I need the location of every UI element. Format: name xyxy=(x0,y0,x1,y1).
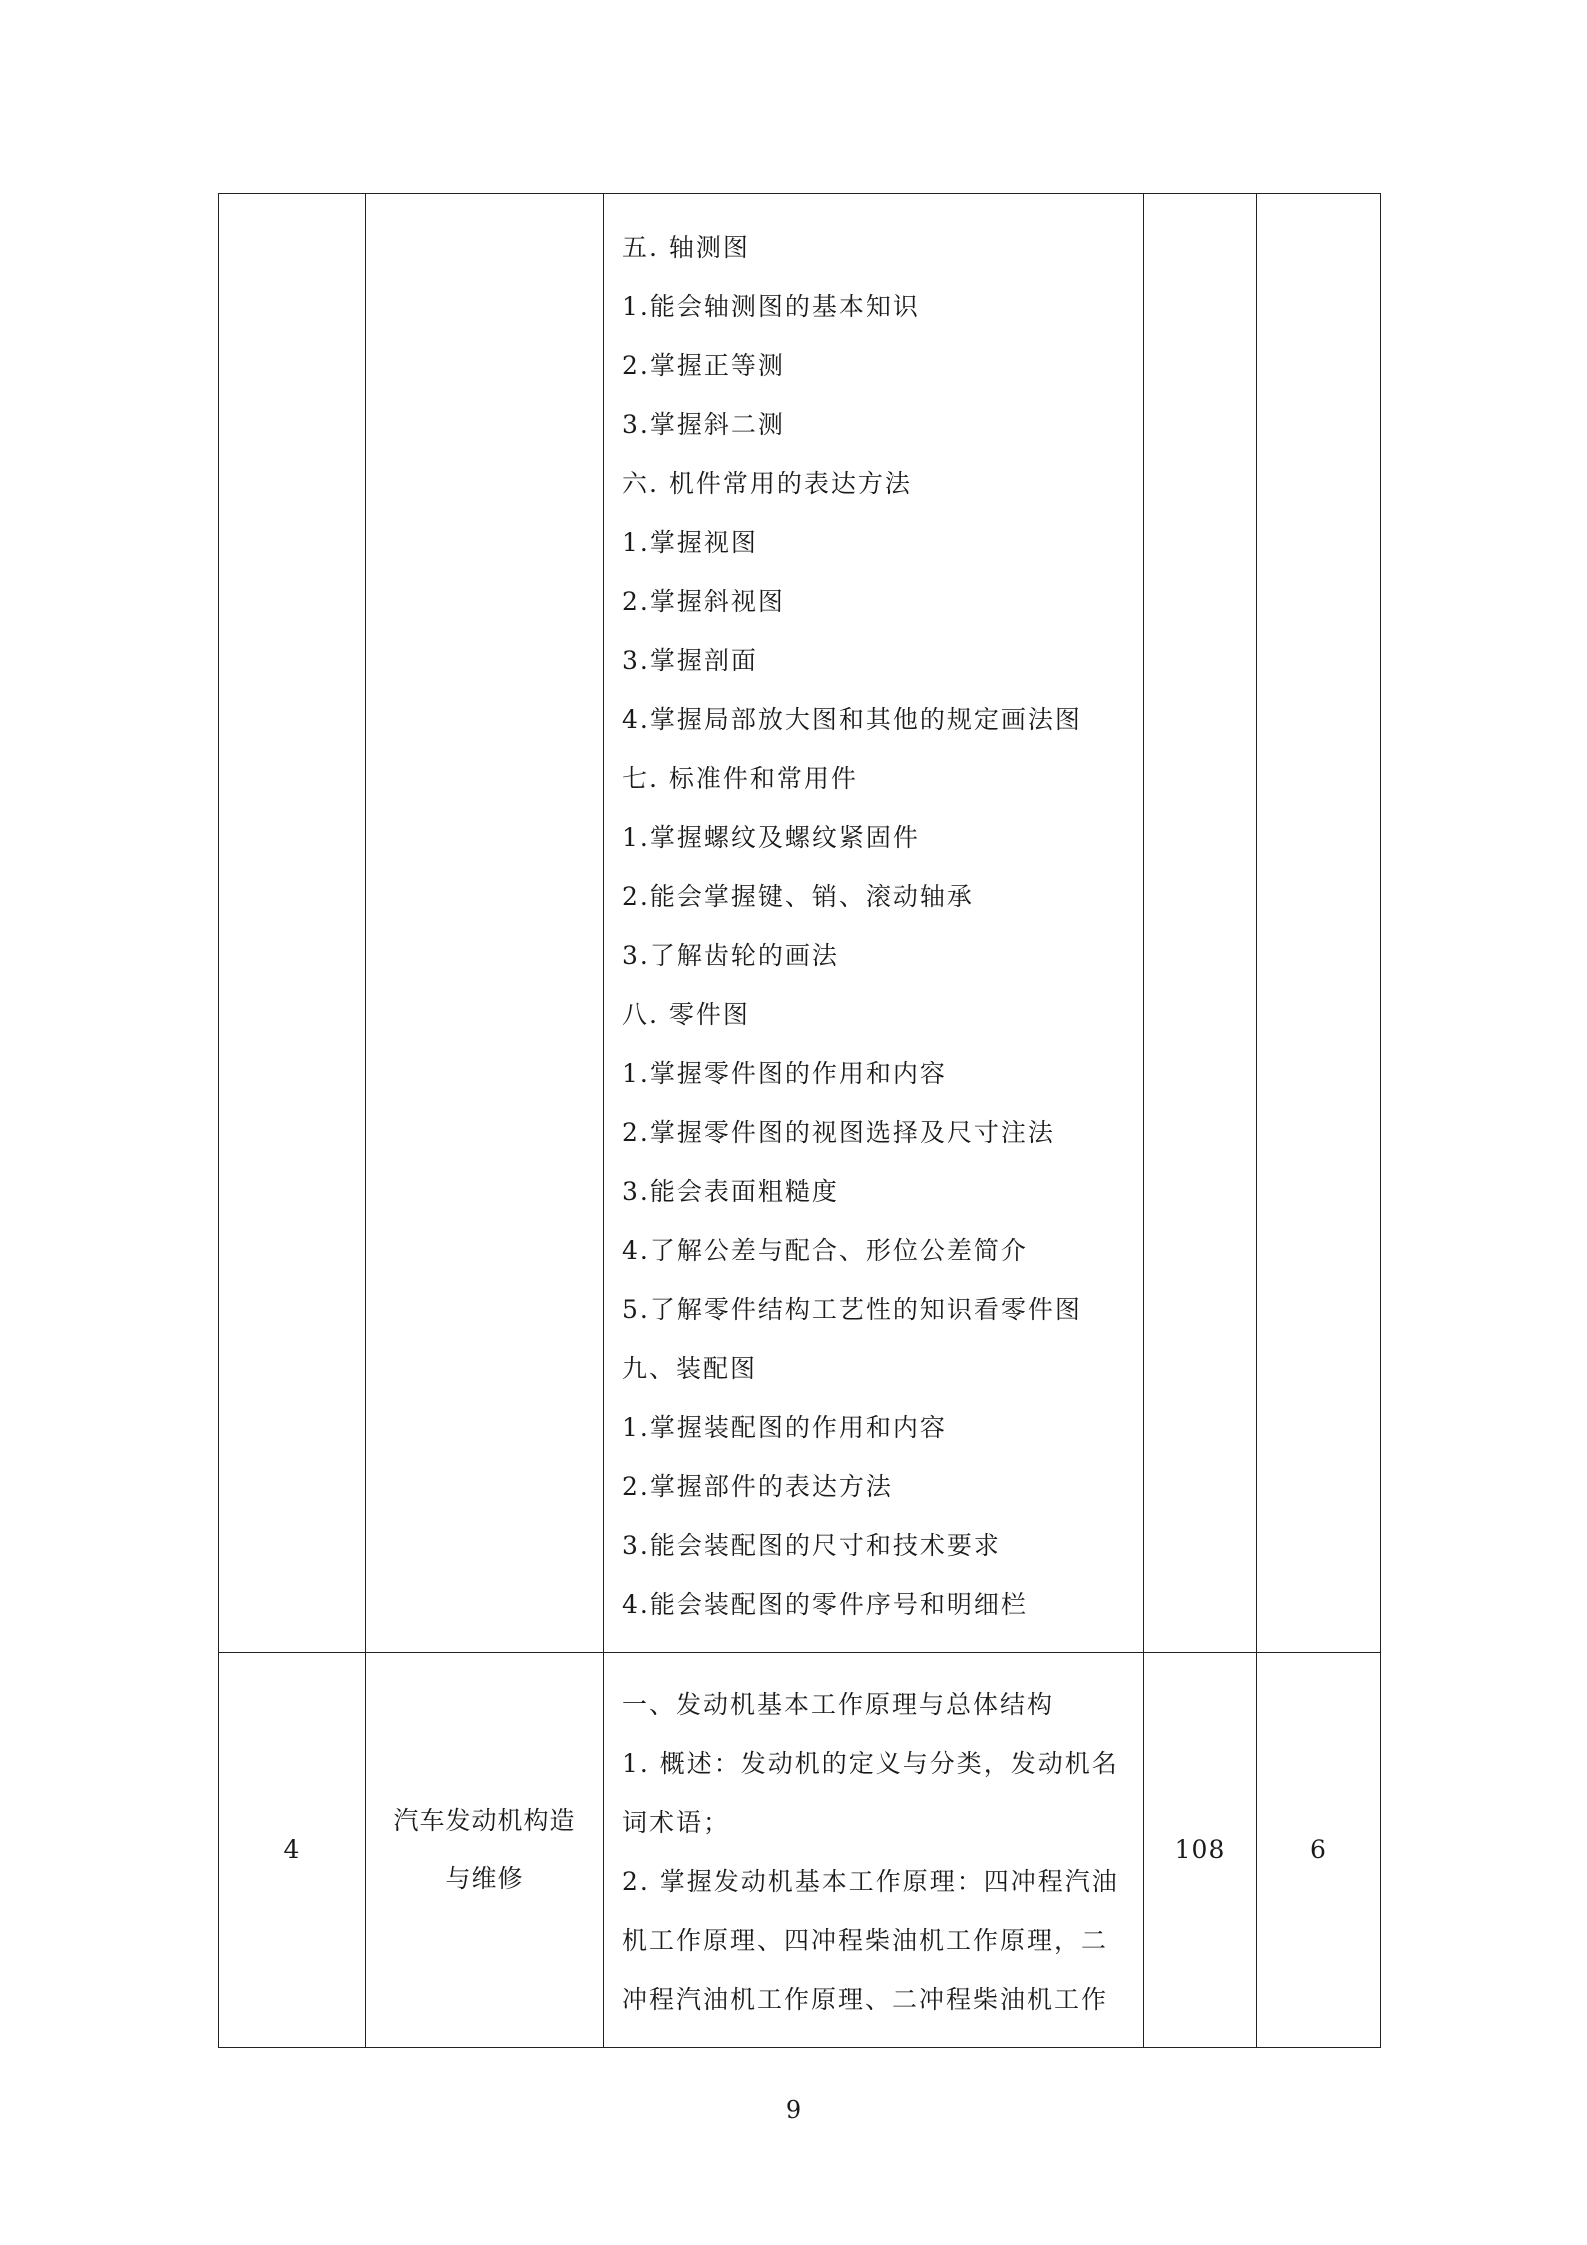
content-line: 2.掌握正等测 xyxy=(622,351,785,380)
table-row-continuation xyxy=(219,194,1381,1653)
content-line: 八. 零件图 xyxy=(622,1000,750,1029)
curriculum-table xyxy=(218,193,1381,2048)
content-line: 3.掌握斜二测 xyxy=(622,410,785,439)
credits-cell xyxy=(1257,194,1381,1653)
content-line: 2.能会掌握键、销、滚动轴承 xyxy=(622,882,974,911)
number-cell xyxy=(219,194,366,1653)
content-line: 3.能会装配图的尺寸和技术要求 xyxy=(622,1531,1001,1560)
content-line: 1.掌握视图 xyxy=(622,528,758,557)
content-line: 1. 概述：发动机的定义与分类，发动机名词术语； xyxy=(622,1749,1119,1837)
credits-value: 6 xyxy=(1257,1653,1381,2048)
content-line: 1.掌握螺纹及螺纹紧固件 xyxy=(622,823,920,852)
content-line: 4.能会装配图的零件序号和明细栏 xyxy=(622,1590,1028,1619)
row-number: 4 xyxy=(219,1653,366,2048)
content-line: 一、发动机基本工作原理与总体结构 xyxy=(622,1690,1055,1719)
content-line: 4.掌握局部放大图和其他的规定画法图 xyxy=(622,705,1082,734)
content-line: 3.掌握剖面 xyxy=(622,646,758,675)
content-cell xyxy=(604,1653,1144,2048)
content-line: 2.掌握斜视图 xyxy=(622,587,785,616)
content-line: 5.了解零件结构工艺性的知识看零件图 xyxy=(622,1295,1082,1324)
course-cell xyxy=(366,194,604,1653)
table-row-4 xyxy=(219,1653,1381,2048)
page-number: 9 xyxy=(785,2096,802,2124)
content-line: 1.掌握零件图的作用和内容 xyxy=(622,1059,947,1088)
content-line: 2. 掌握发动机基本工作原理：四冲程汽油机工作原理、四冲程柴油机工作原理，二冲程汽油机工作原理、二冲程柴油机工作 xyxy=(622,1867,1119,2014)
content-line: 4.了解公差与配合、形位公差简介 xyxy=(622,1236,1028,1265)
content-line: 九、装配图 xyxy=(622,1354,758,1383)
content-line: 五. 轴测图 xyxy=(622,233,750,262)
content-line: 七. 标准件和常用件 xyxy=(622,764,858,793)
content-line: 1.掌握装配图的作用和内容 xyxy=(622,1413,947,1442)
content-line: 3.了解齿轮的画法 xyxy=(622,941,839,970)
content-cell xyxy=(604,194,1144,1653)
content-line: 2.掌握零件图的视图选择及尺寸注法 xyxy=(622,1118,1055,1147)
hours-value: 108 xyxy=(1144,1653,1257,2048)
content-line: 3.能会表面粗糙度 xyxy=(622,1177,839,1206)
content-line: 2.掌握部件的表达方法 xyxy=(622,1472,893,1501)
content-line: 六. 机件常用的表达方法 xyxy=(622,469,912,498)
hours-cell xyxy=(1144,194,1257,1653)
content-line: 1.能会轴测图的基本知识 xyxy=(622,292,920,321)
course-name: 汽车发动机构造与维修 xyxy=(366,1653,604,2048)
